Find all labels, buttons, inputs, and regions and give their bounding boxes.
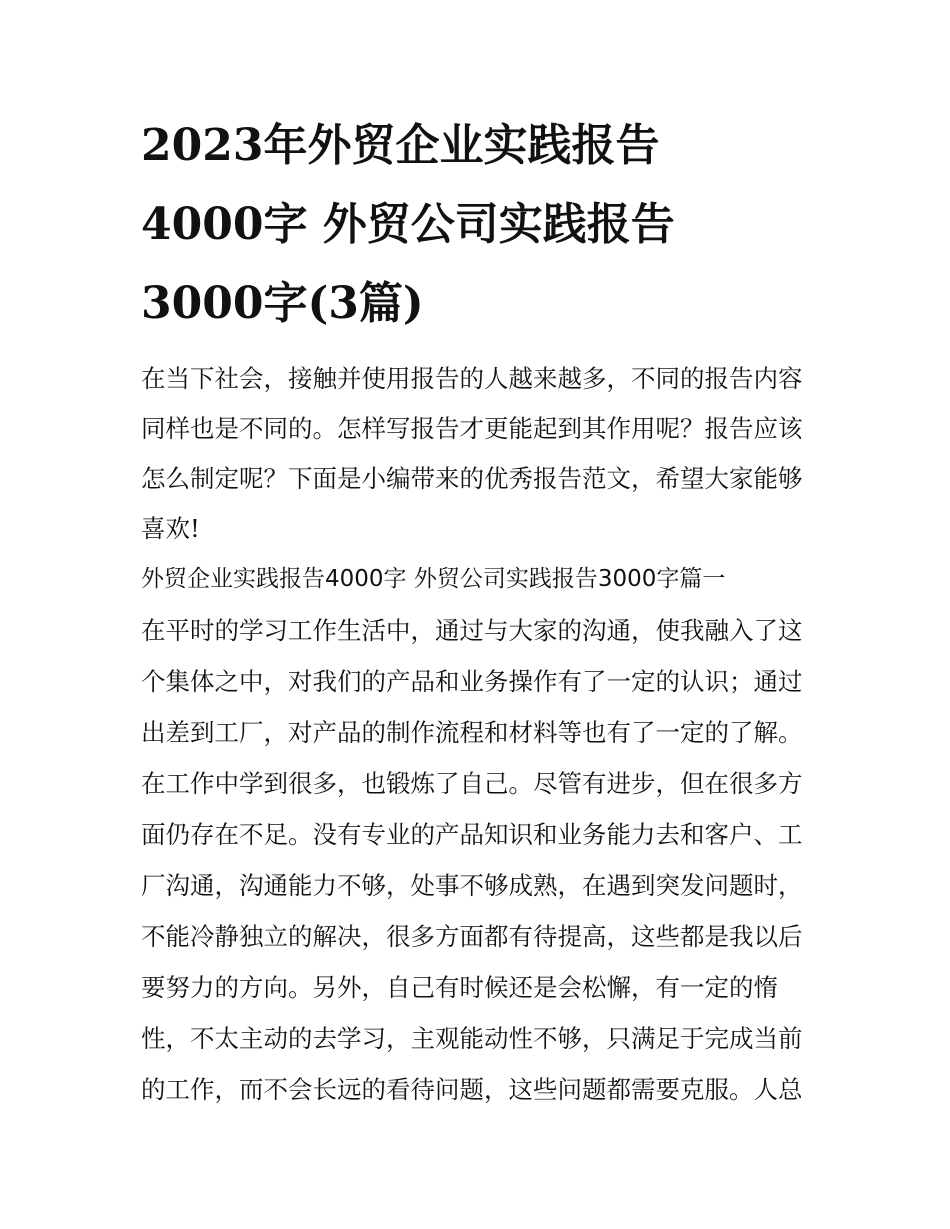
body-line-8: 要努力的方向。另外，自己有时候还是会松懈，有一定的惰 — [141, 973, 778, 1002]
document-title-line-2: 4000字 外贸公司实践报告 — [141, 199, 675, 250]
body-line-4: 在工作中学到很多，也锻炼了自己。尽管有进步，但在很多方 — [141, 769, 803, 798]
intro-line-3: 怎么制定呢？下面是小编带来的优秀报告范文，希望大家能够 — [141, 464, 803, 493]
intro-line-1: 在当下社会，接触并使用报告的人越来越多，不同的报告内容 — [141, 364, 803, 393]
body-line-6: 厂沟通，沟通能力不够，处事不够成熟，在遇到突发问题时， — [141, 871, 803, 900]
body-line-2: 个集体之中，对我们的产品和业务操作有了一定的认识；通过 — [141, 667, 803, 696]
body-line-1: 在平时的学习工作生活中，通过与大家的沟通，使我融入了这 — [141, 616, 803, 645]
body-line-3: 出差到工厂，对产品的制作流程和材料等也有了一定的了解。 — [141, 718, 803, 747]
body-line-10: 的工作，而不会长远的看待问题，这些问题都需要克服。人总 — [141, 1075, 803, 1104]
section-heading: 外贸企业实践报告4000字 外贸公司实践报告3000字篇一 — [141, 566, 726, 592]
document-title-line-3: 3000字(3篇) — [141, 278, 424, 329]
intro-line-4: 喜欢! — [141, 514, 200, 543]
intro-line-2: 同样也是不同的。怎样写报告才更能起到其作用呢？报告应该 — [141, 414, 803, 443]
body-line-5: 面仍存在不足。没有专业的产品知识和业务能力去和客户、工 — [141, 820, 803, 849]
body-line-7: 不能冷静独立的解决，很多方面都有待提高，这些都是我以后 — [141, 922, 803, 951]
body-line-9: 性，不太主动的去学习，主观能动性不够，只满足于完成当前 — [141, 1024, 803, 1053]
document-title-line-1: 2023年外贸企业实践报告 — [141, 120, 660, 171]
